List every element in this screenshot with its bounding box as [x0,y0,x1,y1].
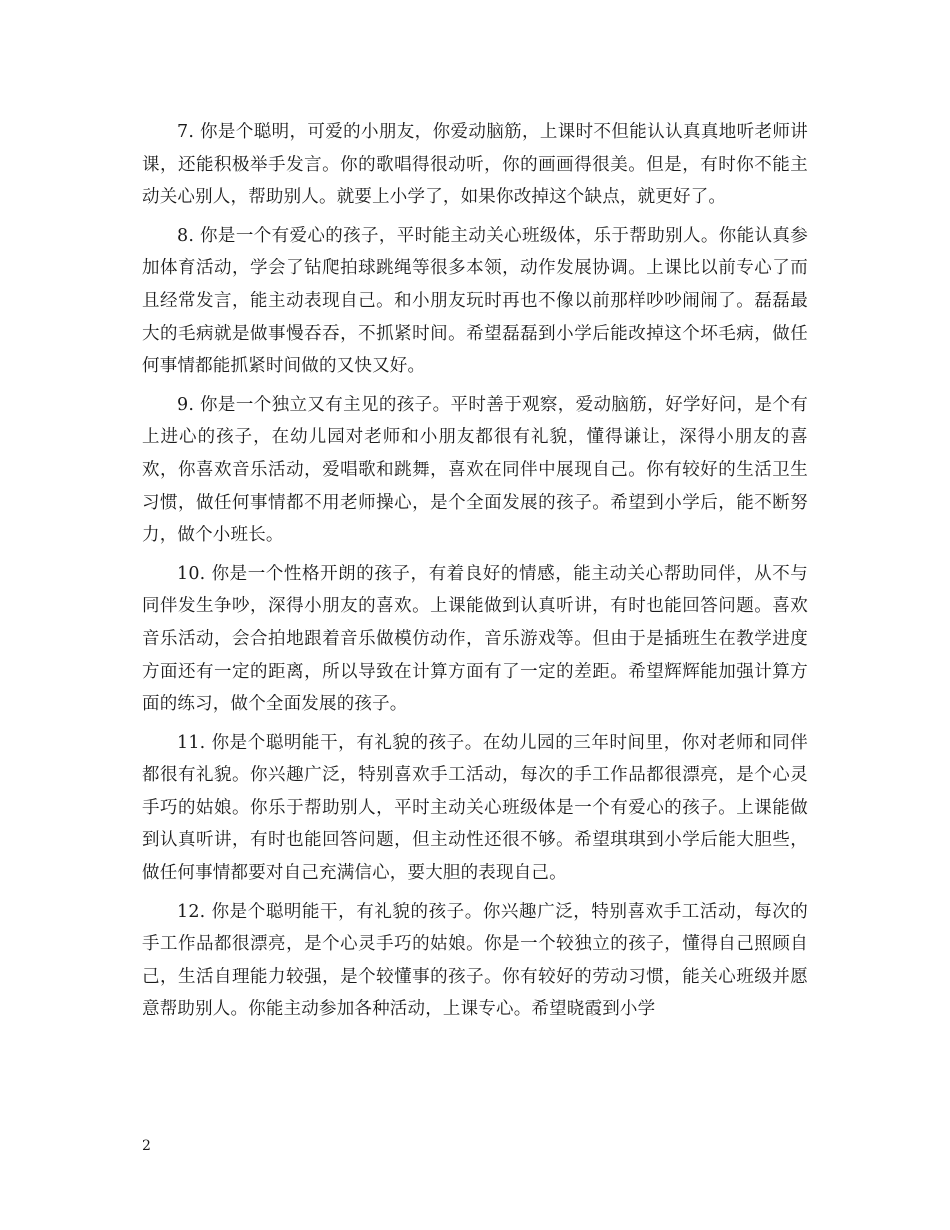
document-body [142,116,808,1032]
paragraph-8: 8. 你是一个有爱心的孩子，平时能主动关心班级体，乐于帮助别人。你能认真参加体育活动，学会了钻爬拍球跳绳等很多本领，动作发展协调。上课比以前专心了而且经常发言，能主动表现自己。和小朋友玩时再也不像以前那样吵吵闹闹了。磊磊最大的毛病就是做事慢吞吞，不抓紧时间。希望磊磊到小学后能改掉这个坏毛病，做任何事情都能抓紧时间做的又快又好。 [142,225,808,377]
paragraph-9: 9. 你是一个独立又有主见的孩子。平时善于观察，爱动脑筋，好学好问，是个有上进心的孩子，在幼儿园对老师和小朋友都很有礼貌，懂得谦让，深得小朋友的喜欢，你喜欢音乐活动，爱唱歌和跳舞，喜欢在同伴中展现自己。你有较好的生活卫生习惯，做任何事情都不用老师操心，是个全面发展的孩子。希望到小学后，能不断努力，做个小班长。 [142,394,808,546]
page-number: 2 [142,1138,151,1154]
paragraph-10: 10. 你是一个性格开朗的孩子，有着良好的情感，能主动关心帮助同伴，从不与同伴发生争吵，深得小朋友的喜欢。上课能做到认真听讲，有时也能回答问题。喜欢音乐活动，会合拍地跟着音乐做模仿动作，音乐游戏等。但由于是插班生在教学进度方面还有一定的距离，所以导致在计算方面有了一定的差距。希望辉辉能加强计算方面的练习，做个全面发展的孩子。 [142,563,808,715]
paragraph-11: 11. 你是个聪明能干，有礼貌的孩子。在幼儿园的三年时间里，你对老师和同伴都很有礼貌。你兴趣广泛，特别喜欢手工活动，每次的手工作品都很漂亮，是个心灵手巧的姑娘。你乐于帮助别人，平时主动关心班级体是一个有爱心的孩子。上课能做到认真听讲，有时也能回答问题，但主动性还很不够。希望琪琪到小学后能大胆些，做任何事情都要对自己充满信心，要大胆的表现自己。 [142,732,808,884]
paragraph-7: 7. 你是个聪明，可爱的小朋友，你爱动脑筋，上课时不但能认认真真地听老师讲课，还能积极举手发言。你的歌唱得很动听，你的画画得很美。但是，有时你不能主动关心别人，帮助别人。就要上小学了，如果你改掉这个缺点，就更好了。 [142,122,808,208]
paragraph-12: 12. 你是个聪明能干，有礼貌的孩子。你兴趣广泛，特别喜欢手工活动，每次的手工作品都很漂亮，是个心灵手巧的姑娘。你是一个较独立的孩子，懂得自己照顾自己，生活自理能力较强，是个较懂事的孩子。你有较好的劳动习惯，能关心班级并愿意帮助别人。你能主动参加各种活动，上课专心。希望晓霞到小学 [142,901,808,1020]
